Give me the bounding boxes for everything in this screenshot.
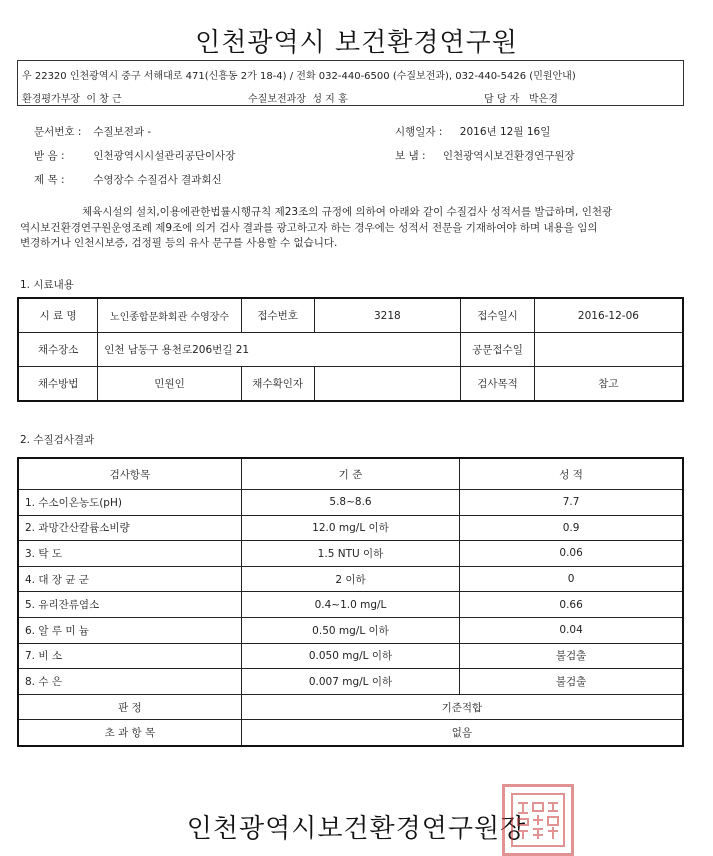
staff-role: 담 당 자 (484, 94, 520, 105)
result-item: 6. 알 루 미 늄 (18, 617, 241, 643)
col-header-standard: 기 준 (241, 458, 459, 490)
result-value: 0.9 (460, 515, 683, 541)
location-label: 채수장소 (18, 333, 98, 367)
intro-line: 변경하거나 인천시보증, 검정필 등의 유사 문구를 사용할 수 없습니다. (20, 237, 338, 249)
result-table (17, 457, 684, 747)
col-header-item: 검사항목 (18, 458, 241, 490)
collector-label: 채수확인자 (241, 367, 314, 402)
exceed-label: 초 과 항 목 (18, 720, 241, 746)
table-row (18, 592, 683, 618)
receipt-date-label: 접수일시 (461, 298, 535, 333)
result-item: 5. 유리잔류염소 (18, 592, 241, 618)
result-value: 0.04 (460, 617, 683, 643)
subject (34, 172, 222, 187)
result-value: 0.06 (460, 541, 683, 567)
table-row (18, 643, 683, 669)
result-section-heading: 2. 수질검사결과 (20, 434, 95, 446)
method-label: 채수방법 (18, 367, 98, 402)
seal-glyph-marks (515, 799, 561, 843)
table-row (18, 566, 683, 592)
table-row (18, 333, 683, 367)
judgement-row (18, 694, 683, 720)
result-value: 불검출 (460, 643, 683, 669)
issue-date-label: 시행일자 : (395, 126, 443, 138)
doc-number-value: 수질보전과 - (93, 126, 152, 138)
purpose-value: 참고 (534, 367, 683, 402)
issue-date (395, 124, 550, 139)
table-row (18, 298, 683, 333)
collector-value (314, 367, 461, 402)
result-standard: 0.050 mg/L 이하 (241, 643, 459, 669)
doc-number (34, 124, 151, 139)
doc-number-label: 문서번호 : (34, 126, 82, 138)
receipt-no-label: 접수번호 (241, 298, 314, 333)
result-item: 7. 비 소 (18, 643, 241, 669)
location-value: 인천 남동구 용천로206번길 21 (98, 333, 461, 367)
judgement-value: 기준적합 (241, 694, 683, 720)
exceed-value: 없음 (241, 720, 683, 746)
table-row (18, 367, 683, 402)
recipient (34, 148, 235, 163)
staff-department-head (22, 90, 122, 105)
issuer-name: 인천광역시보건환경연구원장 (186, 814, 527, 844)
official-receipt-label: 공문접수일 (461, 333, 535, 367)
recipient-value: 인천광역시시설관리공단이사장 (93, 150, 236, 162)
result-item: 2. 과망간산칼륨소비량 (18, 515, 241, 541)
result-standard: 0.50 mg/L 이하 (241, 617, 459, 643)
sender (395, 148, 575, 163)
result-standard: 2 이하 (241, 566, 459, 592)
intro-line: 역시보건환경연구원운영조례 제9조에 의거 검사 결과를 광고하고자 하는 경우에는 성적서 전문을 기재하여야 하며 내용을 임의 (20, 221, 598, 234)
result-standard: 0.007 mg/L 이하 (241, 669, 459, 695)
method-value: 민원인 (98, 367, 242, 402)
intro-paragraph (20, 205, 688, 252)
col-header-result: 성 적 (460, 458, 683, 490)
result-value: 0.66 (460, 592, 683, 618)
intro-line: 체육시설의 설치,이용에관한법률시행규칙 제23조의 규정에 의하여 아래와 같이 수질검사 성적서를 발급하며, 인천광 (82, 206, 613, 218)
issue-date-value: 2016년 12월 16일 (459, 126, 551, 138)
result-value: 7.7 (460, 490, 683, 516)
contact-box (17, 60, 684, 106)
result-standard: 12.0 mg/L 이하 (241, 515, 459, 541)
table-row (18, 669, 683, 695)
sender-value: 인천광역시보건환경연구원장 (442, 150, 575, 162)
table-row (18, 515, 683, 541)
document-title: 인천광역시 보건환경연구원 (195, 28, 518, 58)
table-row (18, 490, 683, 516)
official-seal (502, 784, 574, 856)
recipient-label: 받 음 : (34, 150, 65, 162)
result-standard: 1.5 NTU 이하 (241, 541, 459, 567)
staff-person-in-charge (484, 90, 558, 105)
subject-label: 제 목 : (34, 174, 65, 186)
staff-name: 성 지 홍 (312, 94, 348, 105)
exceed-row (18, 720, 683, 746)
subject-value: 수영장수 수질검사 결과회신 (93, 174, 222, 186)
result-value: 0 (460, 566, 683, 592)
table-row (18, 617, 683, 643)
sample-name-value: 노인종합문화회관 수영장수 (98, 298, 242, 333)
table-row (18, 541, 683, 567)
result-item: 8. 수 은 (18, 669, 241, 695)
result-item: 3. 탁 도 (18, 541, 241, 567)
staff-section-head (248, 90, 348, 105)
table-header-row (18, 458, 683, 490)
receipt-date-value: 2016-12-06 (534, 298, 683, 333)
sample-name-label: 시 료 명 (18, 298, 98, 333)
receipt-no-value: 3218 (314, 298, 461, 333)
staff-name: 이 창 근 (86, 94, 122, 105)
result-item: 4. 대 장 균 군 (18, 566, 241, 592)
result-item: 1. 수소이온농도(pH) (18, 490, 241, 516)
staff-role: 수질보전과장 (248, 94, 306, 105)
sender-label: 보 냄 : (395, 150, 426, 162)
result-standard: 0.4~1.0 mg/L (241, 592, 459, 618)
staff-name: 박은경 (528, 94, 558, 105)
address-line: 우 22320 인천광역시 중구 서해대로 471(신흥동 2가 18-4) / 전화 032-440-6500 (수질보전과), 032-440-5426 (민원안내) (22, 71, 576, 82)
sample-section-heading: 1. 시료내용 (20, 279, 74, 291)
result-value: 불검출 (460, 669, 683, 695)
sample-table (17, 297, 684, 402)
staff-role: 환경평가부장 (22, 94, 80, 105)
official-receipt-value (534, 333, 683, 367)
judgement-label: 판 정 (18, 694, 241, 720)
purpose-label: 검사목적 (461, 367, 535, 402)
result-standard: 5.8~8.6 (241, 490, 459, 516)
